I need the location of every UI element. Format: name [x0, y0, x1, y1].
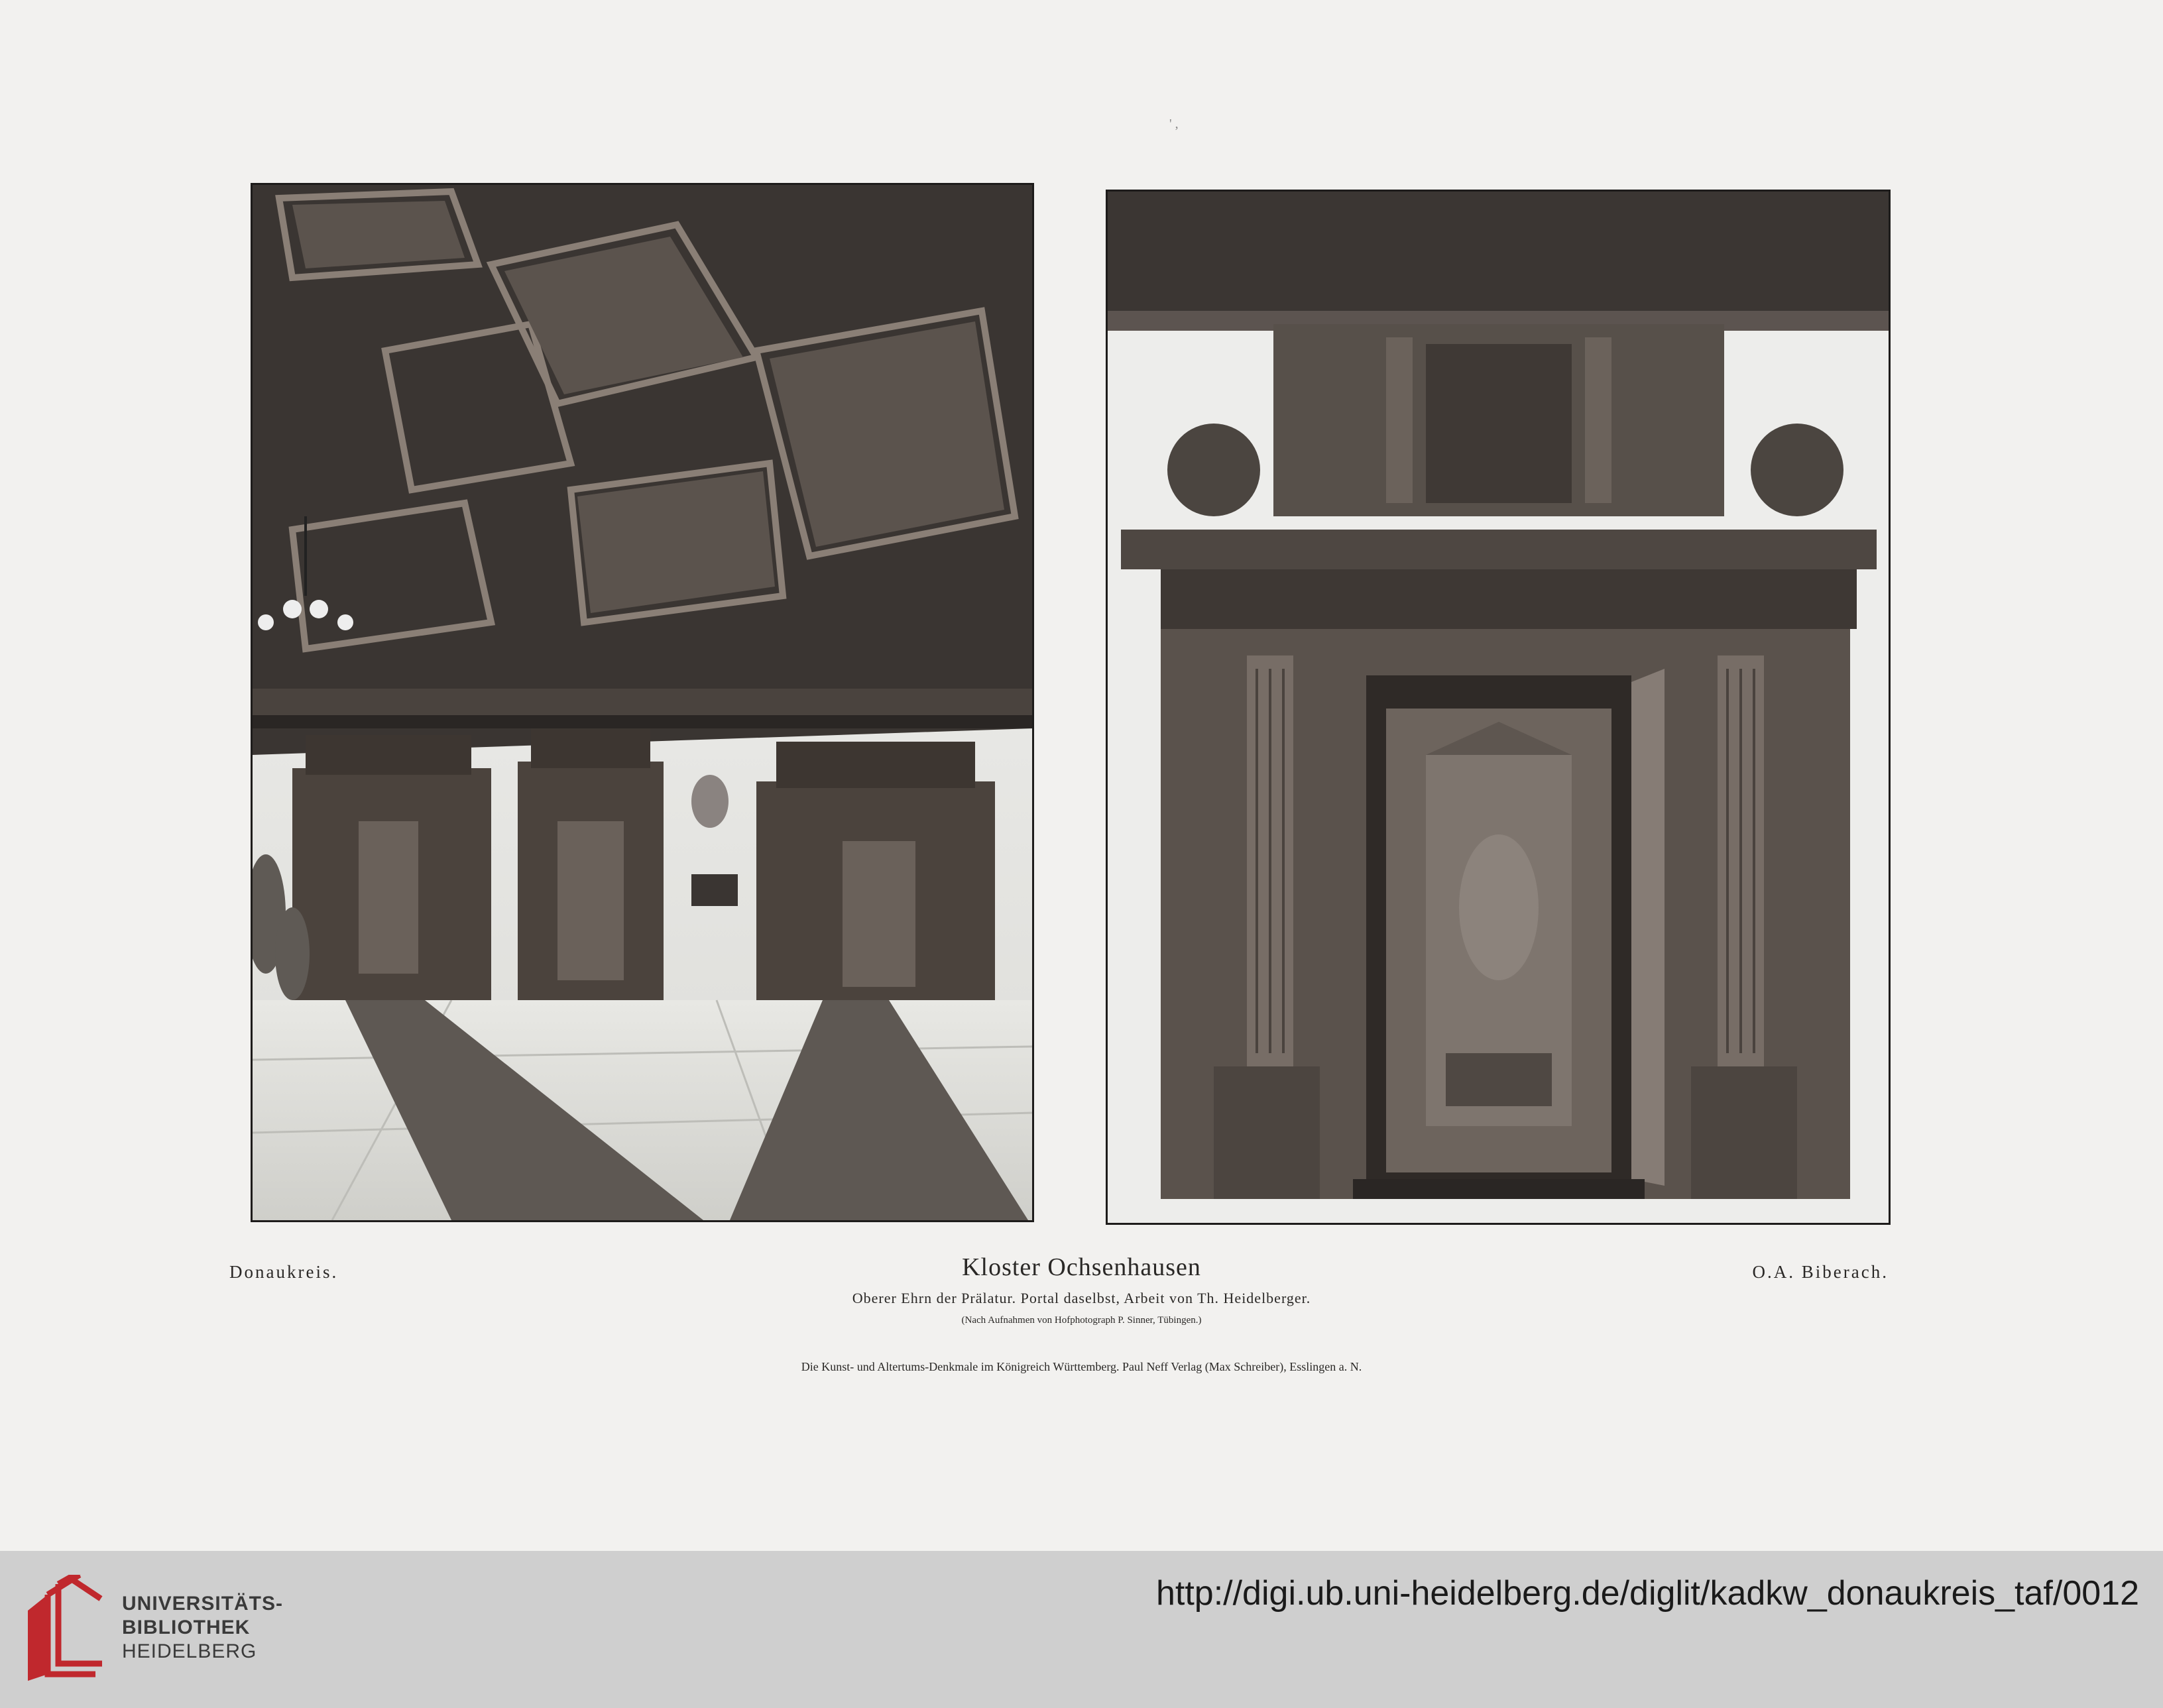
- heidelberg-library-logo-icon[interactable]: [23, 1575, 109, 1681]
- portal-photo-illustration: [1108, 192, 1889, 1223]
- hall-photo-illustration: [253, 185, 1032, 1220]
- library-name-line3: HEIDELBERG: [122, 1640, 257, 1662]
- county-caption: O.A. Biberach.: [1752, 1262, 1889, 1282]
- digitization-footer: [0, 1551, 2163, 1708]
- hall-photograph: [251, 183, 1034, 1222]
- publisher-line: Die Kunst- und Altertums-Denkmale im Königreich Württemberg. Paul Neff Verlag (Max Schreiber), Esslingen a. N.: [801, 1360, 1362, 1373]
- photo-credit: (Nach Aufnahmen von Hofphotograph P. Sinner, Tübingen.): [961, 1315, 1202, 1326]
- permalink-url[interactable]: http://digi.ub.uni-heidelberg.de/diglit/kadkw_donaukreis_taf/0012: [1155, 1574, 2139, 1613]
- top-marks: ' ,: [1169, 117, 1179, 131]
- district-caption: Donaukreis.: [229, 1262, 339, 1282]
- library-name: [122, 1592, 283, 1664]
- plate-subtitle: Oberer Ehrn der Prälatur. Portal daselbst, Arbeit von Th. Heidelberger.: [852, 1290, 1311, 1306]
- library-name-line1: UNIVERSITÄTS-: [122, 1593, 284, 1615]
- portal-photograph: [1106, 190, 1891, 1225]
- library-name-line2: BIBLIOTHEK: [122, 1617, 251, 1638]
- plate-title: Kloster Ochsenhausen: [962, 1253, 1201, 1281]
